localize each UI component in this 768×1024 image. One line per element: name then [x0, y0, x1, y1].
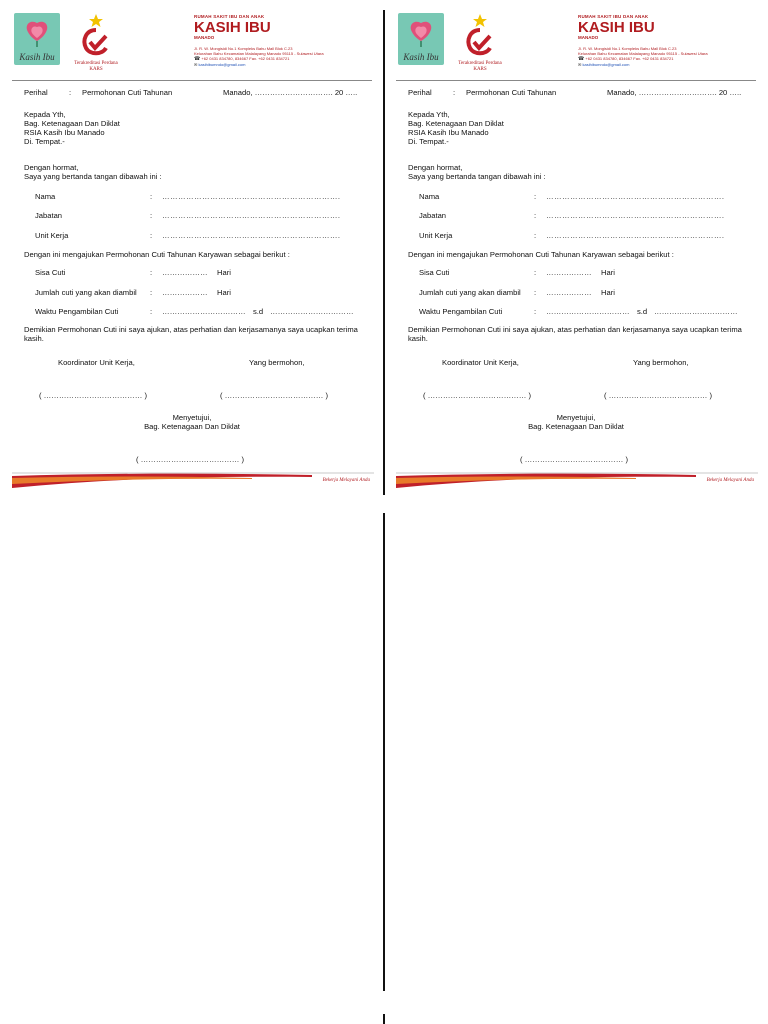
unit-hari: Hari [601, 288, 615, 297]
field-label-nama: Nama [35, 192, 56, 201]
field-colon: : [150, 307, 153, 316]
unit-hari: Hari [217, 268, 231, 277]
approver-signature-blank: ( ………………………………… ) [136, 455, 244, 464]
field-blank-sisa: ……………… [546, 268, 592, 277]
field-blank-jabatan: …………………………………………………………. [162, 211, 341, 220]
accreditation-logo [456, 12, 504, 72]
field-label-jabatan: Jabatan [35, 211, 63, 220]
recipient-line-1: Kepada Yth, [24, 110, 66, 119]
intro-text: Saya yang bertanda tangan dibawah ini : [24, 172, 162, 181]
request-text: Dengan ini mengajukan Permohonan Cuti Tahunan Karyawan sebagai berikut : [24, 250, 290, 259]
letterhead [0, 0, 376, 80]
field-colon: : [150, 288, 153, 297]
accreditation-logo [72, 12, 120, 72]
field-colon: : [534, 268, 537, 277]
recipient-line-3: RSIA Kasih Ibu Manado [408, 128, 489, 137]
field-blank-waktu-end: …………………………… [270, 307, 354, 316]
field-label-nama: Nama [419, 192, 440, 201]
field-label-jumlah: Jumlah cuti yang akan diambil [419, 288, 521, 297]
footer-swoosh [396, 470, 758, 490]
field-label-sisa: Sisa Cuti [35, 268, 66, 277]
approve-label-1: Menyetujui, [556, 413, 596, 422]
hospital-name: KASIH IBU [578, 19, 655, 36]
header-rule [12, 80, 372, 81]
applicant-signature-blank: ( ………………………………… ) [220, 391, 328, 400]
flower-icon [22, 19, 52, 47]
field-label-jabatan: Jabatan [419, 211, 447, 220]
perihal-value: Permohonan Cuti Tahunan [466, 88, 557, 97]
field-blank-waktu-start: …………………………… [162, 307, 246, 316]
approve-label-2: Bag. Ketenagaan Dan Diklat [528, 422, 624, 431]
address-line-1: Jl. R. W. Mongisidi No.1 Kompleks Bahu Mall Blok C.23 [578, 46, 677, 51]
coordinator-label: Koordinator Unit Kerja, [442, 358, 519, 367]
cut-line-tick [383, 1014, 385, 1024]
coordinator-signature-blank: ( ………………………………… ) [423, 391, 531, 400]
hospital-logo [398, 13, 444, 65]
leave-form-right [384, 0, 760, 495]
field-blank-nama: …………………………………………………………. [162, 192, 341, 201]
hospital-info [578, 14, 758, 68]
field-label-jumlah: Jumlah cuti yang akan diambil [35, 288, 137, 297]
field-colon: : [534, 192, 537, 201]
request-text: Dengan ini mengajukan Permohonan Cuti Tahunan Karyawan sebagai berikut : [408, 250, 674, 259]
field-label-waktu: Waktu Pengambilan Cuti [419, 307, 503, 316]
logo-brand-text: Kasih Ibu [403, 52, 439, 62]
field-label-unit: Unit Kerja [35, 231, 69, 240]
address-line-1: Jl. R. W. Mongisidi No.1 Kompleks Bahu Mall Blok C.23 [194, 46, 293, 51]
footer-swoosh [12, 470, 374, 490]
coordinator-signature-blank: ( ………………………………… ) [39, 391, 147, 400]
address-line-2: Kelurahan Bahu Kecamatan Malalayang Manado 95115 - Sulawesi Utara [578, 51, 708, 56]
mail-icon: ✉ [578, 62, 582, 67]
approve-label-2: Bag. Ketenagaan Dan Diklat [144, 422, 240, 431]
perihal-label: Perihal [408, 88, 432, 97]
email-text: kasihibumndo@gmail.com [582, 62, 630, 67]
address-line-2: Kelurahan Bahu Kecamatan Malalayang Manado 95115 - Sulawesi Utara [194, 51, 324, 56]
approver-signature-blank: ( ………………………………… ) [520, 455, 628, 464]
mail-icon: ✉ [194, 62, 198, 67]
hospital-city: MANADO [578, 35, 599, 40]
accreditation-emblem-icon [72, 12, 120, 60]
phone-text: +62 0431 834780, 834667 Fax. +62 0431 834721 [585, 56, 674, 61]
sd-label: s.d [253, 307, 264, 316]
flower-icon [406, 19, 436, 47]
field-label-sisa: Sisa Cuti [419, 268, 450, 277]
recipient-line-4: Di. Tempat.- [408, 137, 449, 146]
field-blank-waktu-start: …………………………… [546, 307, 630, 316]
perihal-colon: : [453, 88, 456, 97]
perihal-label: Perihal [24, 88, 48, 97]
email-line [194, 62, 374, 68]
hospital-city: MANADO [194, 35, 215, 40]
logo-brand-text: Kasih Ibu [19, 52, 55, 62]
closing-text: Demikian Permohonan Cuti ini saya ajukan, atas perhatian dan kerjasamanya saya ucapkan terima kasih. [408, 325, 742, 343]
field-blank-nama: …………………………………………………………. [546, 192, 725, 201]
footer-band [12, 470, 374, 490]
hospital-logo [14, 13, 60, 65]
field-colon: : [534, 288, 537, 297]
field-colon: : [150, 192, 153, 201]
field-colon: : [150, 231, 153, 240]
field-blank-waktu-end: …………………………… [654, 307, 738, 316]
coordinator-label: Koordinator Unit Kerja, [58, 358, 135, 367]
email-text: kasihibumndo@gmail.com [198, 62, 246, 67]
field-blank-jumlah: ……………… [162, 288, 208, 297]
leave-form-left [0, 0, 376, 495]
approve-label-1: Menyetujui, [172, 413, 212, 422]
unit-hari: Hari [217, 288, 231, 297]
unit-hari: Hari [601, 268, 615, 277]
field-label-unit: Unit Kerja [419, 231, 453, 240]
footer-band [396, 470, 758, 490]
footer-motto: Bekerja Melayani Anda [706, 478, 754, 483]
phone-icon: ☎ [194, 56, 201, 62]
field-blank-unit: …………………………………………………………. [546, 231, 725, 240]
accreditation-caption: Terakreditasi Perdana KARS [74, 61, 118, 72]
hospital-info [194, 14, 374, 68]
accreditation-emblem-icon [456, 12, 504, 60]
phone-text: +62 0431 834780, 834667 Fax. +62 0431 834721 [201, 56, 290, 61]
intro-text: Saya yang bertanda tangan dibawah ini : [408, 172, 546, 181]
field-label-waktu: Waktu Pengambilan Cuti [35, 307, 119, 316]
recipient-line-1: Kepada Yth, [408, 110, 450, 119]
accreditation-caption: Terakreditasi Perdana KARS [458, 61, 502, 72]
recipient-line-2: Bag. Ketenagaan Dan Diklat [408, 119, 504, 128]
greeting: Dengan hormat, [24, 163, 79, 172]
phone-icon: ☎ [578, 56, 585, 62]
applicant-label: Yang bermohon, [249, 358, 305, 367]
sd-label: s.d [637, 307, 648, 316]
hospital-name: KASIH IBU [194, 19, 271, 36]
recipient-line-3: RSIA Kasih Ibu Manado [24, 128, 105, 137]
field-blank-unit: …………………………………………………………. [162, 231, 341, 240]
recipient-line-4: Di. Tempat.- [24, 137, 65, 146]
field-colon: : [150, 268, 153, 277]
field-blank-sisa: ……………… [162, 268, 208, 277]
cut-line-bottom [383, 513, 385, 991]
date-line: Manado, …………………………. 20 ….. [607, 88, 742, 97]
field-blank-jabatan: …………………………………………………………. [546, 211, 725, 220]
letterhead [384, 0, 760, 80]
field-blank-jumlah: ……………… [546, 288, 592, 297]
hospital-type: RUMAH SAKIT IBU DAN ANAK [578, 14, 649, 19]
field-colon: : [534, 211, 537, 220]
applicant-label: Yang bermohon, [633, 358, 689, 367]
greeting: Dengan hormat, [408, 163, 463, 172]
hospital-type: RUMAH SAKIT IBU DAN ANAK [194, 14, 265, 19]
perihal-colon: : [69, 88, 72, 97]
date-line: Manado, …………………………. 20 ….. [223, 88, 358, 97]
email-line [578, 62, 758, 68]
footer-motto: Bekerja Melayani Anda [322, 478, 370, 483]
perihal-value: Permohonan Cuti Tahunan [82, 88, 173, 97]
recipient-line-2: Bag. Ketenagaan Dan Diklat [24, 119, 120, 128]
field-colon: : [534, 307, 537, 316]
field-colon: : [150, 211, 153, 220]
field-colon: : [534, 231, 537, 240]
header-rule [396, 80, 756, 81]
closing-text: Demikian Permohonan Cuti ini saya ajukan, atas perhatian dan kerjasamanya saya ucapkan terima kasih. [24, 325, 358, 343]
applicant-signature-blank: ( ………………………………… ) [604, 391, 712, 400]
